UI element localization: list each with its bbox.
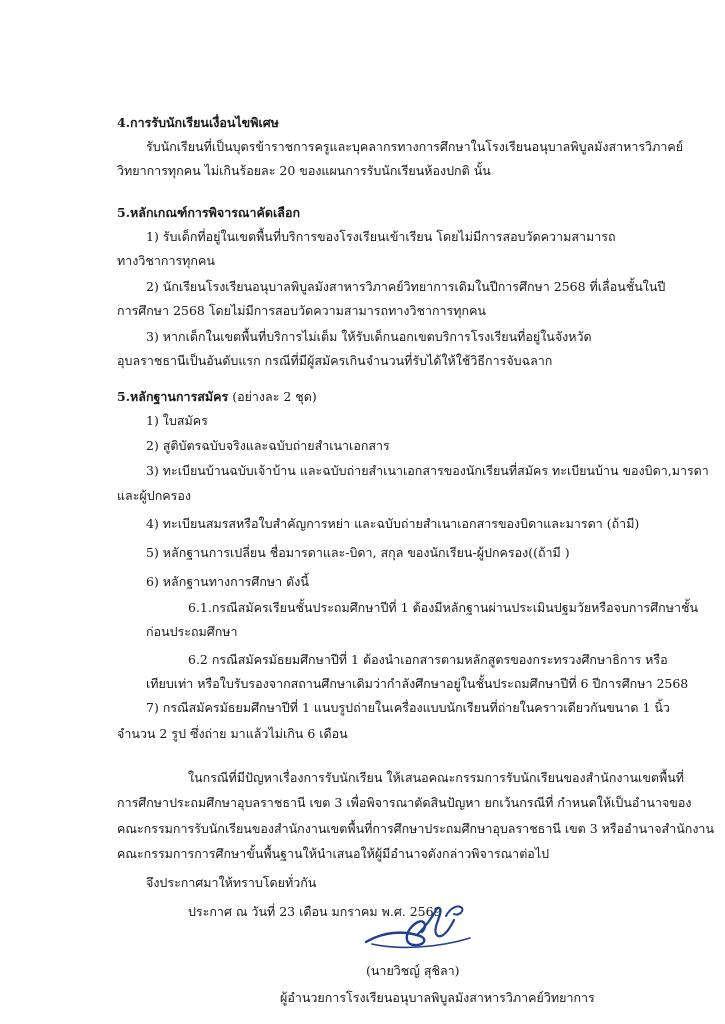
body-line: รับนักเรียนที่เป็นบุตรข้าราชการครูและบุคลากรทางการศึกษาในโรงเรียนอนุบาลพิบูลมังสาหารวิภาคย์ — [146, 139, 684, 154]
body-line: 3) ทะเบียนบ้านฉบับเจ้าบ้าน และฉบับถ่ายสำเนาเอกสารของนักเรียนที่สมัคร ทะเบียนบ้าน ของบิดา,มารดา — [146, 463, 709, 478]
body-line: 6.1.กรณีสมัครเรียนชั้นประถมศึกษาปีที่ 1 ต้องมีหลักฐานผ่านประเมินปฐมวัยหรือจบการศึกษาชั้น — [188, 600, 698, 615]
body-line: การศึกษา 2568 โดยไม่มีการสอบวัดความสามารถทางวิชาการทุกคน — [117, 303, 486, 318]
body-line: 6.2 กรณีสมัครมัธยมศึกษาปีที่ 1 ต้องนำเอกสารตามหลักสูตรของกระทรวงศึกษาธิการ หรือ — [188, 652, 668, 667]
body-line: 4) ทะเบียนสมรสหรือใบสำคัญการหย่า และฉบับถ่ายสำเนาเอกสารของบิดาและมารดา (ถ้ามี) — [146, 516, 640, 531]
body-line: การศึกษาประถมศึกษาอุบลราชธานี เขต 3 เพื่อพิจารณาตัดสินปัญหา ยกเว้นกรณีที่ กำหนดให้เป็นอำนาจของ — [117, 795, 692, 810]
body-line: 1) รับเด็กที่อยู่ในเขตพื้นที่บริการของโรงเรียนเข้าเรียน โดยไม่มีการสอบวัดความสามารถ — [146, 229, 616, 244]
signer-title: ผู้อำนวยการโรงเรียนอนุบาลพิบูลมังสาหารวิภาคย์วิทยาการ — [280, 990, 595, 1005]
body-line: 7) กรณีสมัครมัธยมศึกษาปีที่ 1 แนบรูปถ่ายในเครื่องแบบนักเรียนที่ถ่ายในคราวเดียวกันขนาด 1 นิ้ว — [146, 700, 670, 715]
signer-name: (นายวิชญ์ สุชิลา) — [366, 963, 460, 978]
announcement-date: ประกาศ ณ วันที่ 23 เดือน มกราคม พ.ศ. 2569 — [188, 904, 442, 919]
body-line: 5) หลักฐานการเปลี่ยน ชื่อมารดาและ-บิดา, สกุล ของนักเรียน-ผู้ปกครอง((ถ้ามี ) — [146, 545, 570, 560]
heading-application-documents — [117, 389, 317, 404]
signature-image — [358, 898, 478, 953]
body-line: ก่อนประถมศึกษา — [146, 624, 238, 639]
body-line: คณะกรรมการรับนักเรียนของสำนักงานเขตพื้นที่การศึกษาประถมศึกษาอุบลราชธานี เขต 3 หรืออำนาจสำนักงาน — [117, 821, 714, 836]
body-line: เทียบเท่า หรือใบรับรองจากสถานศึกษาเดิมว่ากำลังศึกษาอยู่ในชั้นประถมศึกษาปีที่ 6 ปีการศึกษา 2568 — [146, 676, 689, 691]
heading-selection-criteria: 5.หลักเกณฑ์การพิจารณาคัดเลือก — [117, 205, 301, 220]
announcement-line: จึงประกาศมาให้ทราบโดยทั่วกัน — [146, 875, 317, 890]
body-line: 2) สูติบัตรฉบับจริงและฉบับถ่ายสำเนาเอกสาร — [146, 438, 390, 453]
body-line: 1) ใบสมัคร — [146, 413, 208, 428]
heading-special-admission: 4.การรับนักเรียนเงื่อนไขพิเศษ — [117, 115, 279, 130]
body-line: ทางวิชาการทุกคน — [117, 253, 215, 268]
body-line: 6) หลักฐานทางการศึกษา ดังนี้ — [146, 574, 309, 589]
body-line: ในกรณีที่มีปัญหาเรื่องการรับนักเรียน ให้เสนอคณะกรรมการรับนักเรียนของสำนักงานเขตพื้นที่ — [188, 770, 685, 785]
body-line: คณะกรรมการการศึกษาขั้นพื้นฐานให้นำเสนอให้ผู้มีอำนาจดังกล่าวพิจารณาต่อไป — [117, 846, 550, 861]
body-line: อุบลราชธานีเป็นอันดับแรก กรณีที่มีผู้สมัครเกินจำนวนที่รับได้ให้ใช้วิธีการจับฉลาก — [117, 353, 553, 368]
body-line: จำนวน 2 รูป ซึ่งถ่าย มาแล้วไม่เกิน 6 เดือน — [117, 726, 348, 741]
body-line: 2) นักเรียนโรงเรียนอนุบาลพิบูลมังสาหารวิภาคย์วิทยาการเดิมในปีการศึกษา 2568 ที่เลื่อนชั้นในปี — [146, 279, 666, 294]
heading-text: 5.หลักฐานการสมัคร — [117, 389, 229, 404]
body-line: และผู้ปกครอง — [117, 488, 191, 503]
heading-suffix: (อย่างละ 2 ชุด) — [228, 389, 317, 404]
body-line: วิทยาการทุกคน ไม่เกินร้อยละ 20 ของแผนการรับนักเรียนห้องปกติ นั้น — [117, 163, 491, 178]
body-line: 3) หากเด็กในเขตพื้นที่บริการไม่เต็ม ให้รับเด็กนอกเขตบริการโรงเรียนที่อยู่ในจังหวัด — [146, 329, 592, 344]
